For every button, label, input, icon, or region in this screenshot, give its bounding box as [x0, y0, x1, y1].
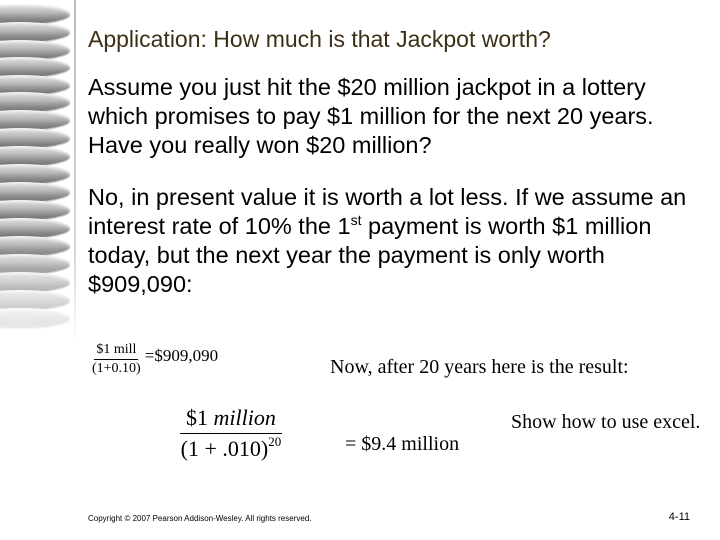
paragraph-question: Assume you just hit the $20 million jackpot in a lottery which promises to pay $1 million for the next 20 years. Have you really won $20 million?: [88, 74, 654, 158]
slide-title: Application: How much is that Jackpot worth?: [88, 26, 551, 52]
result-value: = $9.4 million: [345, 433, 460, 455]
paragraph-answer: [88, 183, 688, 299]
formula2-base: (1 + .010): [180, 436, 269, 461]
superscript-st: st: [350, 212, 362, 228]
page-number: 4-11: [668, 511, 690, 523]
formula-twenty-years: [180, 405, 282, 462]
formula2-exponent: 20: [268, 434, 282, 449]
formula1-result: =$909,090: [144, 345, 219, 365]
formula2-numerator: [180, 405, 282, 434]
formula1-denominator: (1+0.10): [92, 361, 141, 376]
formula1-numerator: $1 mill: [94, 342, 138, 360]
paragraph-answer-part2: payment is worth $1 million today, but the next year the payment is only worth $909,090:: [88, 213, 652, 297]
excel-note: Show how to use excel.: [511, 411, 701, 433]
note-twenty-years: Now, after 20 years here is the result:: [330, 356, 629, 378]
formula2-amount: $1: [186, 405, 208, 430]
vertical-divider: [74, 0, 76, 345]
paragraph-answer-part1: No, in present value it is worth a lot less. If we assume an interest rate of 10% the 1: [88, 184, 687, 239]
formula-first-year: [92, 342, 218, 377]
copyright-footer: Copyright © 2007 Pearson Addison-Wesley. All rights reserved.: [88, 514, 312, 523]
formula2-unit: million: [213, 405, 276, 430]
coin-stack-image: [0, 0, 74, 345]
formula2-denominator: [181, 434, 282, 462]
